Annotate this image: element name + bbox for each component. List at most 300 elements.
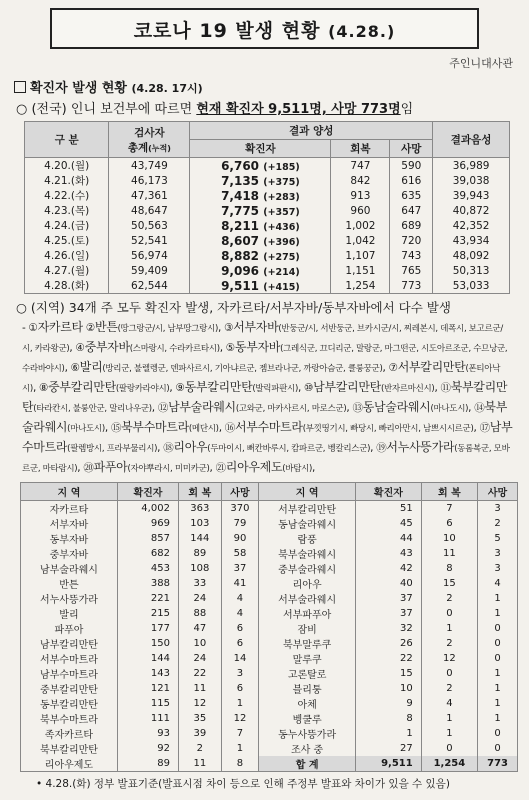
cell-region: 동부칼리만탄 [21,696,118,711]
table-row [25,203,510,218]
cell-region: 리아우 [259,576,356,591]
cell-value: 33 [178,576,221,591]
region-number: ④ [75,342,85,354]
cell-value: 11 [421,546,477,561]
cell-value: 453 [117,561,178,576]
region-cities: (방리군, 불렐렝군, 덴파사르시, 기아냐르군, 젬브라나군, 까랑아슴군, 클룽꿍군) [102,364,383,374]
cell-value: 14 [221,651,258,666]
cell-negative: 39,038 [433,173,510,188]
region-item [225,422,474,434]
cell-tested: 62,544 [109,278,190,294]
cell-value: 8 [356,711,422,726]
confirmed-value: 7,418 [221,188,260,203]
cell-region: 아체 [259,696,356,711]
cell-value: 388 [117,576,178,591]
region-item [75,342,219,354]
national-highlight: 현재 확진자 9,511명, 사망 773명 [196,102,401,117]
table-row [21,666,518,681]
cell-value: 1 [421,711,477,726]
table-row [21,636,518,651]
cell-value: 47 [178,621,221,636]
table-row [21,726,518,741]
table-row [21,531,518,546]
national-summary [16,98,519,117]
cell-value: 89 [178,546,221,561]
cell-tested: 59,409 [109,263,190,278]
confirmed-value: 6,760 [221,158,260,173]
region-item [22,322,83,334]
cell-value: 1 [478,696,518,711]
cell-region: 람풍 [259,531,356,546]
section-heading [14,77,519,96]
table-row [25,278,510,294]
confirmed-increase: (+283) [263,191,300,203]
cell-tested: 50,563 [109,218,190,233]
cell-value: 24 [178,651,221,666]
cell-value: 32 [356,621,422,636]
header-negative: 결과음성 [433,122,510,158]
cell-value: 35 [178,711,221,726]
cell-region: 파푸아 [21,621,118,636]
header-deaths-right: 사망 [478,483,518,501]
cell-tested: 47,361 [109,188,190,203]
table-row [21,696,518,711]
cell-value: 773 [478,756,518,772]
cell-value: 1 [221,696,258,711]
region-cities: (부낏띵기시, 빠당시, 빠리아만시, 남쁘시시르군) [302,424,474,434]
cell-value: 0 [478,621,518,636]
cell-tested: 56,974 [109,248,190,263]
header-region-right: 지 역 [259,483,356,501]
region-number: ⑫ [157,402,169,414]
region-cities: (자야뿌라시, 미미카군) [127,464,210,474]
cell-value: 12 [421,651,477,666]
cell-region: 족자카르타 [21,726,118,741]
cell-region: 자카르타 [21,501,118,517]
header-recovered: 회복 [331,140,390,158]
cell-negative: 36,989 [433,158,510,174]
region-number: ⑮ [110,422,122,434]
cell-value: 90 [221,531,258,546]
cell-recovered: 1,042 [331,233,390,248]
cell-date: 4.21.(화) [25,173,109,188]
cell-value: 42 [356,561,422,576]
section-timestamp: (4.28. 17시) [131,82,203,95]
cell-deaths: 635 [390,188,433,203]
cell-value: 115 [117,696,178,711]
confirmed-increase: (+185) [263,161,300,173]
region-number: ⑭ [474,402,485,414]
region-cities: (타라칸시, 불룽안군, 말리나우군) [33,404,152,414]
region-cities: (스마랑시, 수라카르타시) [129,344,220,354]
region-number: ③ [224,322,234,334]
cell-value: 8 [221,756,258,772]
cell-value: 88 [178,606,221,621]
cell-value: 10 [421,531,477,546]
cell-value: 15 [356,666,422,681]
cell-value: 0 [478,636,518,651]
cell-confirmed [190,158,331,174]
cell-value: 4 [221,591,258,606]
cell-region: 중부자바 [21,546,118,561]
cell-value: 144 [178,531,221,546]
cell-region: 서부파푸아 [259,606,356,621]
header-gubun: 구 분 [25,122,109,158]
cell-deaths: 647 [390,203,433,218]
region-name: 남부수마트라 [22,420,513,454]
cell-value: 6 [221,621,258,636]
region-name: 중부자바 [84,340,130,354]
region-name: 자카르타 [37,320,83,334]
cell-value: 103 [178,516,221,531]
cell-confirmed [190,233,331,248]
region-name: 반튼 [94,320,118,334]
cell-region: 리아우제도 [21,756,118,772]
cell-deaths: 720 [390,233,433,248]
region-cities: (발릭파판시) [252,384,298,394]
region-number: ⑥ [70,362,80,374]
region-name: 리아우 [173,440,208,454]
cell-value: 1 [478,681,518,696]
region-item [304,382,434,394]
cell-value: 24 [178,591,221,606]
section-label: 확진자 발생 현황 [30,81,127,96]
header-tested: 검사자 총계(누적) [109,122,190,158]
cell-confirmed [190,218,331,233]
cell-confirmed [190,278,331,294]
cell-value: 43 [356,546,422,561]
cell-deaths: 743 [390,248,433,263]
confirmed-increase: (+214) [263,266,300,278]
cell-value: 221 [117,591,178,606]
region-number: ⑬ [352,402,363,414]
cell-region: 블리퉁 [259,681,356,696]
title-main: 코로나 19 발생 현황 [133,20,321,42]
table-row [21,711,518,726]
cell-deaths: 616 [390,173,433,188]
cell-value: 0 [478,726,518,741]
cell-tested: 52,541 [109,233,190,248]
cell-value: 215 [117,606,178,621]
cell-date: 4.23.(목) [25,203,109,218]
cell-negative: 48,092 [433,248,510,263]
cell-tested: 46,173 [109,173,190,188]
cell-recovered: 747 [331,158,390,174]
region-cities: (바탐시) [282,464,313,474]
cell-value: 6 [221,636,258,651]
cell-value: 10 [356,681,422,696]
region-name: 서부수마트라 [234,420,303,434]
cell-region: 말루쿠 [259,651,356,666]
region-cities: (반둥군/시, 서반둥군, 브카시군/시, 찌레본시, 데폭시, 보고르군/시, 카라왕군) [22,324,503,354]
title-date: (4.28.) [328,22,396,41]
cell-value: 79 [221,516,258,531]
cell-negative: 50,313 [433,263,510,278]
cell-value: 4 [478,576,518,591]
region-name: 남부술라웨시 [168,400,236,414]
cell-date: 4.20.(월) [25,158,109,174]
confirmed-value: 7,775 [221,203,260,218]
cell-value: 39 [178,726,221,741]
cell-value: 5 [478,531,518,546]
cell-value: 1,254 [421,756,477,772]
cell-value: 1 [478,711,518,726]
cell-deaths: 765 [390,263,433,278]
region-number: ⑯ [224,422,235,434]
region-number: ⑤ [225,342,235,354]
cell-value: 2 [421,591,477,606]
cell-value: 11 [178,756,221,772]
cell-value: 144 [117,651,178,666]
cell-negative: 43,934 [433,233,510,248]
confirmed-value: 7,135 [221,173,260,188]
region-name: 동남술라웨시 [362,400,431,414]
cell-value: 1 [478,606,518,621]
cell-region: 북부수마트라 [21,711,118,726]
region-cities: (마나도시) [430,404,469,414]
regional-table [20,482,518,772]
checkbox-square-icon [14,81,26,93]
table-row [21,546,518,561]
confirmed-value: 8,211 [221,218,260,233]
cell-region: 반튼 [21,576,118,591]
cell-value: 0 [478,651,518,666]
cell-negative: 39,943 [433,188,510,203]
cell-value: 143 [117,666,178,681]
cell-recovered: 1,254 [331,278,390,294]
cell-negative: 40,872 [433,203,510,218]
table-row [21,681,518,696]
cell-value: 7 [421,501,477,517]
region-item [83,462,209,474]
cell-value: 2 [178,741,221,756]
region-number: ⑳ [83,462,94,474]
cell-value: 37 [356,591,422,606]
cell-region: 북부술라웨시 [259,546,356,561]
cell-value: 44 [356,531,422,546]
cell-value: 92 [117,741,178,756]
table-row [25,173,510,188]
confirmed-value: 9,096 [221,263,260,278]
cell-value: 1 [356,726,422,741]
table-row [25,218,510,233]
confirmed-value: 8,607 [221,233,260,248]
cell-region: 발리 [21,606,118,621]
cell-value: 3 [478,546,518,561]
cell-value: 22 [356,651,422,666]
cell-region: 남부칼리만탄 [21,636,118,651]
national-text: 인니 보건부에 따르면 [66,102,197,117]
cell-value: 1 [478,591,518,606]
header-recovered-right: 회 복 [421,483,477,501]
cell-date: 4.22.(수) [25,188,109,203]
table-row [21,591,518,606]
confirmed-value: 9,511 [221,278,260,293]
header-deaths-left: 사망 [221,483,258,501]
cell-region: 벵쿨루 [259,711,356,726]
region-number: - ① [22,322,38,334]
region-name: 북부칼리만탄 [22,380,508,414]
header-confirmed: 확진자 [190,140,331,158]
region-name: 중부칼리만탄 [48,380,116,394]
cell-value: 1 [421,726,477,741]
confirmed-value: 8,882 [221,248,260,263]
cell-value: 1 [221,741,258,756]
cell-value: 89 [117,756,178,772]
cell-value: 9 [356,696,422,711]
cell-value: 857 [117,531,178,546]
region-cities: (팔렘방시, 프라부물리시) [67,444,158,454]
cell-value: 4 [221,606,258,621]
region-name: 북부수마트라 [121,420,189,434]
region-item [111,422,219,434]
region-name: 남부칼리만탄 [313,380,381,394]
cell-value: 37 [221,561,258,576]
table-row [25,263,510,278]
table-row [21,516,518,531]
cell-value: 51 [356,501,422,517]
cell-value: 2 [421,636,477,651]
cell-confirmed [190,263,331,278]
cell-date: 4.24.(금) [25,218,109,233]
confirmed-increase: (+436) [263,221,300,233]
cell-region: 중부칼리만탄 [21,681,118,696]
cell-confirmed [190,188,331,203]
organization: 주인니대사관 [449,57,513,70]
confirmed-increase: (+275) [263,251,300,263]
cell-negative: 42,352 [433,218,510,233]
cell-value: 1 [478,666,518,681]
region-cities: (반자르마신시) [380,384,435,394]
cell-date: 4.28.(화) [25,278,109,294]
cell-value: 3 [478,561,518,576]
cell-value: 363 [178,501,221,517]
cell-recovered: 1,002 [331,218,390,233]
cell-date: 4.25.(토) [25,233,109,248]
region-name: 북부술라웨시 [22,400,508,434]
region-item [71,362,383,374]
table-row [25,248,510,263]
cell-value: 969 [117,516,178,531]
cell-value: 150 [117,636,178,651]
cell-region: 서부자바 [21,516,118,531]
cell-value: 7 [221,726,258,741]
cell-value: 93 [117,726,178,741]
region-name: 파푸아 [93,460,128,474]
cell-deaths: 590 [390,158,433,174]
cell-recovered: 1,107 [331,248,390,263]
cell-value: 1 [421,621,477,636]
cell-value: 2 [421,681,477,696]
cell-value: 682 [117,546,178,561]
region-cities: (마나도시) [67,424,105,434]
region-item [158,402,347,414]
header-deaths: 사망 [390,140,433,158]
cell-region: 서부칼리만탄 [259,501,356,517]
region-cities: (메단시) [188,424,219,434]
cell-value: 40 [356,576,422,591]
region-cities: (땅그랑군/시, 남부땅그랑시) [117,324,219,334]
cell-recovered: 842 [331,173,390,188]
cell-value: 4 [421,696,477,711]
table-row [21,756,518,772]
cell-region: 잠비 [259,621,356,636]
region-number: ⑰ [479,422,490,434]
region-cities: (고와군, 마카사르시, 마로스군) [235,404,347,414]
confirmed-increase: (+357) [263,206,300,218]
cell-region: 서부수마트라 [21,651,118,666]
region-item [163,442,370,454]
cell-region: 동남술라웨시 [259,516,356,531]
region-cities: (팔랑카라야시) [115,384,170,394]
region-number: ⑪ [440,382,451,394]
region-list: - ①자카르타 ②반튼(땅그랑군/시, 남부땅그랑시), ③서부자바(반둥군/시, 서반둥군, 브카시군/시, 찌레본시, 데폭시, 보고르군/시, 카라왕군), ④중부자바(스마랑시, 수라카르타시), ⑤동부자바(그레식군, 끄디리군, 말랑군, 마그떤군, 시도아르조군, 수므낭군, 수라바야시), ⑥발리(방리군, 불렐렝군, 덴파사르시, 기아냐르군, 젬브라나군, 까랑아슴군, 클룽꿍군), ⑦서부칼리만탄(폰티아낙시), ⑧중부칼리만탄(팔랑카라야시), ⑨동부칼리만탄(발릭파판시), ⑩남부칼리만탄(반자르마신시), ⑪북부칼리만탄(타라칸시, 불룽안군, 말리나우군), ⑫남부술라웨시(고와군, 마카사르시, 마로스군), ⑬동남술라웨시(마나도시), ⑭북부술라웨시(마나도시), ⑮북부수마트라(메단시), ⑯서부수마트라(부낏띵기시, 빠당시, 빠리아만시, 남쁘시시르군), ⑰남부수마트라(팔렘방시, 프라부물리시), ⑱리아우(두마이시, 뻐칸바루시, 캄파르군, 벵칼리스군), ⑲서누사뜽가라(동롬복군, 모바르군, 마타람시), ⑳파푸아(자야뿌라시, 미미카군), ㉑리아우제도(바탐시), [22,320,513,474]
cell-value: 11 [178,681,221,696]
cell-region: 동부자바 [21,531,118,546]
region-number: ⑧ [39,382,49,394]
region-item [86,322,218,334]
cell-value: 0 [421,606,477,621]
cell-value: 58 [221,546,258,561]
cell-confirmed [190,203,331,218]
cell-region: 동누사뜽가라 [259,726,356,741]
cell-value: 10 [178,636,221,651]
cell-value: 12 [178,696,221,711]
table-row [25,158,510,174]
cell-value: 177 [117,621,178,636]
region-name: 서누사뜽가라 [386,440,455,454]
cell-confirmed [190,173,331,188]
region-item [352,402,468,414]
cell-recovered: 1,151 [331,263,390,278]
cell-region: 고론탈로 [259,666,356,681]
region-summary: ○ (지역) 34개 주 모두 확진자 발생, 자카르타/서부자바/동부자바에서 다수 발생 [16,300,451,315]
table-row [21,651,518,666]
region-name: 발리 [79,360,103,374]
cell-deaths: 689 [390,218,433,233]
table-row [21,501,518,517]
table-row [21,621,518,636]
region-number: ② [85,322,95,334]
region-cities: (폰티아낙시) [22,364,501,394]
national-prefix: ○ (전국) [16,102,67,117]
cell-value: 6 [421,516,477,531]
cell-value: 3 [478,501,518,517]
region-number: ⑩ [304,382,314,394]
cell-value: 111 [117,711,178,726]
cell-region: 남부수마트라 [21,666,118,681]
cell-value: 45 [356,516,422,531]
region-number: ㉑ [215,462,226,474]
cell-recovered: 960 [331,203,390,218]
region-number: ⑱ [163,442,174,454]
cell-value: 15 [421,576,477,591]
table-row [21,576,518,591]
cell-value: 2 [478,516,518,531]
cell-deaths: 773 [390,278,433,294]
region-name: 리아우제도 [225,460,283,474]
cell-negative: 53,033 [433,278,510,294]
confirmed-increase: (+375) [263,176,300,188]
cell-region: 남부술라웨시 [21,561,118,576]
cell-value: 41 [221,576,258,591]
region-name: 동부자바 [234,340,281,354]
region-name: 서부칼리만탄 [397,360,466,374]
region-item [216,462,312,474]
cell-value: 22 [178,666,221,681]
table-row [25,188,510,203]
cell-date: 4.27.(월) [25,263,109,278]
